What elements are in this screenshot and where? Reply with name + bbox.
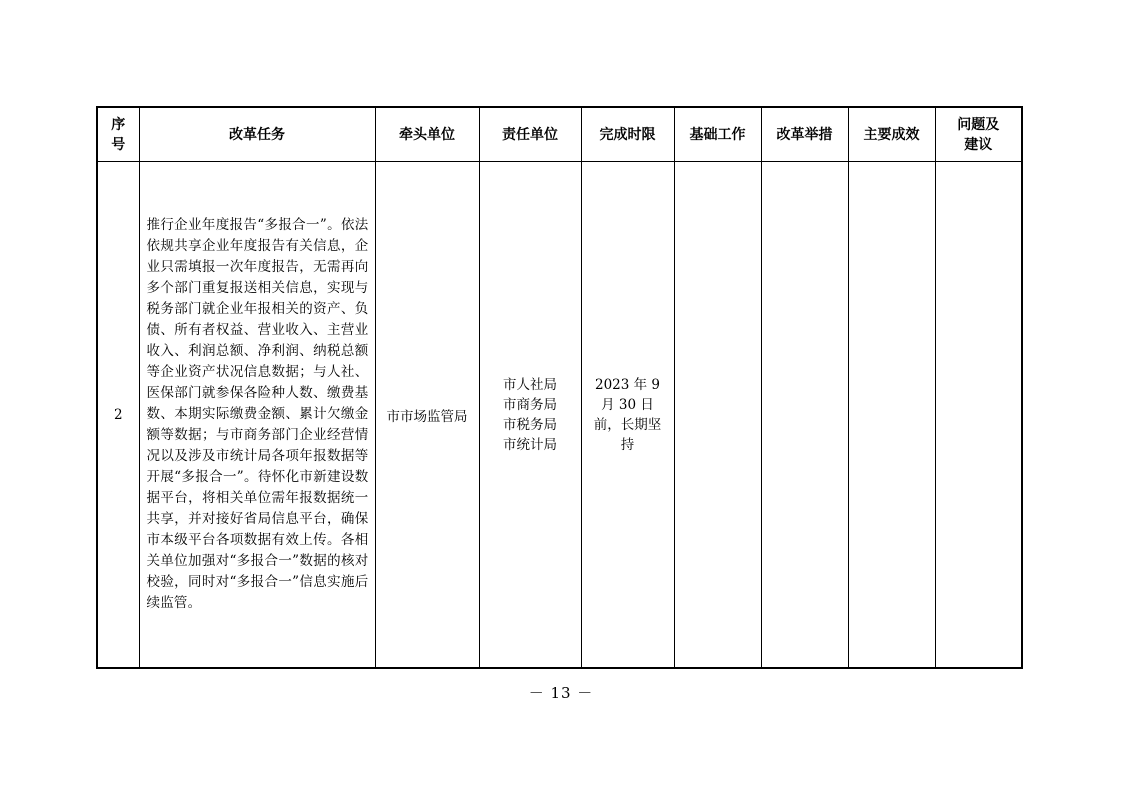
header-seq-line2: 号	[111, 136, 126, 153]
header-main-results: 主要成效	[848, 107, 935, 162]
header-seq	[97, 107, 139, 162]
header-task: 改革任务	[139, 107, 375, 162]
header-issues-line2: 建议	[964, 136, 993, 153]
header-seq-line1: 序	[111, 116, 126, 133]
responsible-unit-item: 市人社局	[503, 376, 557, 393]
header-basic-work: 基础工作	[674, 107, 761, 162]
header-issues	[935, 107, 1022, 162]
header-lead-unit: 牵头单位	[375, 107, 479, 162]
cell-reform-measures	[761, 162, 848, 669]
task-description: 推行企业年度报告“多报合一”。依法依规共享企业年度报告有关信息，企业只需填报一次年度报告，无需再向多个部门重复报送相关信息，实现与税务部门就企业年报相关的资产、负债、所有者权益、营业收入、主营业收入、利润总额、净利润、纳税总额等企业资产状况信息数据；与人社、医保部门就参保各险种人数、缴费基数、本期实际缴费金额、累计欠缴金额等数据；与市商务部门企业经营情况以及涉及市统计局各项年报数据等开展“多报合一”。待怀化市新建设数据平台，将相关单位需年报数据统一共享，并对接好省局信息平台，确保市本级平台各项数据有效上传。各相关单位加强对“多报合一”数据的核对校验，同时对“多报合一”信息实施后续监管。	[146, 217, 369, 611]
cell-task	[139, 162, 375, 669]
lead-unit-text: 市市场监管局	[386, 408, 468, 425]
responsible-unit-item: 市税务局	[503, 416, 557, 433]
cell-responsible-units	[479, 162, 581, 669]
responsible-unit-item: 市商务局	[503, 396, 557, 413]
header-deadline: 完成时限	[581, 107, 674, 162]
cell-seq: 2	[97, 162, 139, 669]
deadline-text: 2023 年 9 月 30 日前，长期坚持	[593, 376, 662, 453]
header-responsible-unit: 责任单位	[479, 107, 581, 162]
cell-main-results	[848, 162, 935, 669]
page-number: － 13 －	[528, 684, 594, 702]
cell-issues	[935, 162, 1022, 669]
cell-deadline	[581, 162, 674, 669]
cell-basic-work	[674, 162, 761, 669]
reform-task-table	[96, 106, 1023, 669]
header-reform-measures: 改革举措	[761, 107, 848, 162]
table-row	[97, 162, 1022, 669]
table-header-row	[97, 107, 1022, 162]
responsible-unit-item: 市统计局	[503, 436, 557, 453]
cell-lead-unit	[375, 162, 479, 669]
header-issues-line1: 问题及	[957, 116, 1000, 133]
